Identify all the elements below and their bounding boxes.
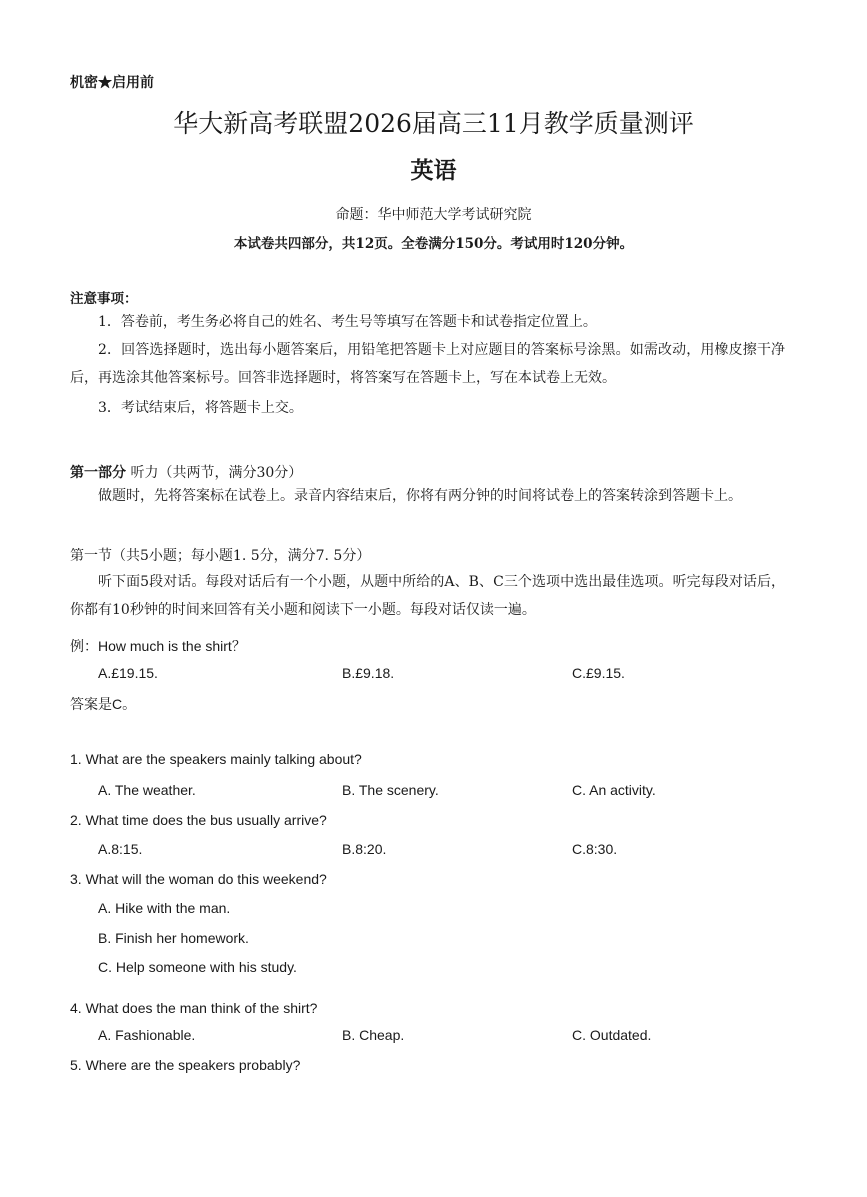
question-2-option-c: C.8:30. xyxy=(572,841,618,857)
question-4-option-b: B. Cheap. xyxy=(342,1027,405,1043)
question-4-option-a: A. Fashionable. xyxy=(98,1027,196,1043)
notice-item: 3．考试结束后，将答题卡上交。 xyxy=(98,400,303,416)
question-4: 4. What does the man think of the shirt? xyxy=(70,1000,318,1016)
question-3-option-c: C. Help someone with his study. xyxy=(98,959,297,975)
part-heading-label: 第一部分 xyxy=(70,465,126,481)
example-option-b: B.£9.18. xyxy=(342,665,395,681)
example-answer: 答案是C。 xyxy=(70,696,137,712)
question-1: 1. What are the speakers mainly talking about? xyxy=(70,751,362,767)
question-1-option-b: B. The scenery. xyxy=(342,782,439,798)
question-2-option-a: A.8:15. xyxy=(98,841,143,857)
example-option-a: A.£19.15. xyxy=(98,665,158,681)
part-heading-detail: 听力（共两节，满分30分） xyxy=(126,465,303,481)
exam-setter: 命题：华中师范大学考试研究院 xyxy=(335,207,532,223)
question-3-option-b: B. Finish her homework. xyxy=(98,930,249,946)
question-5: 5. Where are the speakers probably? xyxy=(70,1057,301,1073)
confidential-label: 机密★启用前 xyxy=(70,75,154,91)
example-option-c: C.£9.15. xyxy=(572,665,625,681)
notice-heading: 注意事项： xyxy=(70,291,138,307)
question-1-option-a: A. The weather. xyxy=(98,782,196,798)
question-3: 3. What will the woman do this weekend? xyxy=(70,871,327,887)
question-3-option-a: A. Hike with the man. xyxy=(98,900,231,916)
notice-item: 1．答卷前，考生务必将自己的姓名、考生号等填写在答题卡和试卷指定位置上。 xyxy=(98,314,597,330)
section-instruction: 听下面5段对话。每段对话后有一个小题，从题中所给的A、B、C三个选项中选出最佳选项。听完每段对话后，你都有10秒钟的时间来回答有关小题和阅读下一小题。每段对话仅读一遍。 xyxy=(70,574,785,618)
part-instruction: 做题时，先将答案标在试卷上。录音内容结束后，你将有两分钟的时间将试卷上的答案转涂到答题卡上。 xyxy=(98,488,742,504)
exam-summary: 本试卷共四部分，共12页。全卷满分150分。考试用时120分钟。 xyxy=(233,236,634,252)
question-4-option-c: C. Outdated. xyxy=(572,1027,652,1043)
question-1-option-c: C. An activity. xyxy=(572,782,656,798)
part-heading xyxy=(70,462,302,482)
section-heading: 第一节（共5小题；每小题1. 5分，满分7. 5分） xyxy=(70,548,371,564)
example-question: 例：How much is the shirt？ xyxy=(70,638,246,654)
question-2: 2. What time does the bus usually arrive? xyxy=(70,812,327,828)
exam-title: 华大新高考联盟2026届高三11月教学质量测评 xyxy=(173,109,694,138)
question-2-option-b: B.8:20. xyxy=(342,841,387,857)
subject-title: 英语 xyxy=(410,157,457,184)
notice-item: 2．回答选择题时，选出每小题答案后，用铅笔把答题卡上对应题目的答案标号涂黑。如需改动，用橡皮擦干净后，再选涂其他答案标号。回答非选择题时，将答案写在答题卡上，写在本试卷上无效。 xyxy=(70,342,785,386)
